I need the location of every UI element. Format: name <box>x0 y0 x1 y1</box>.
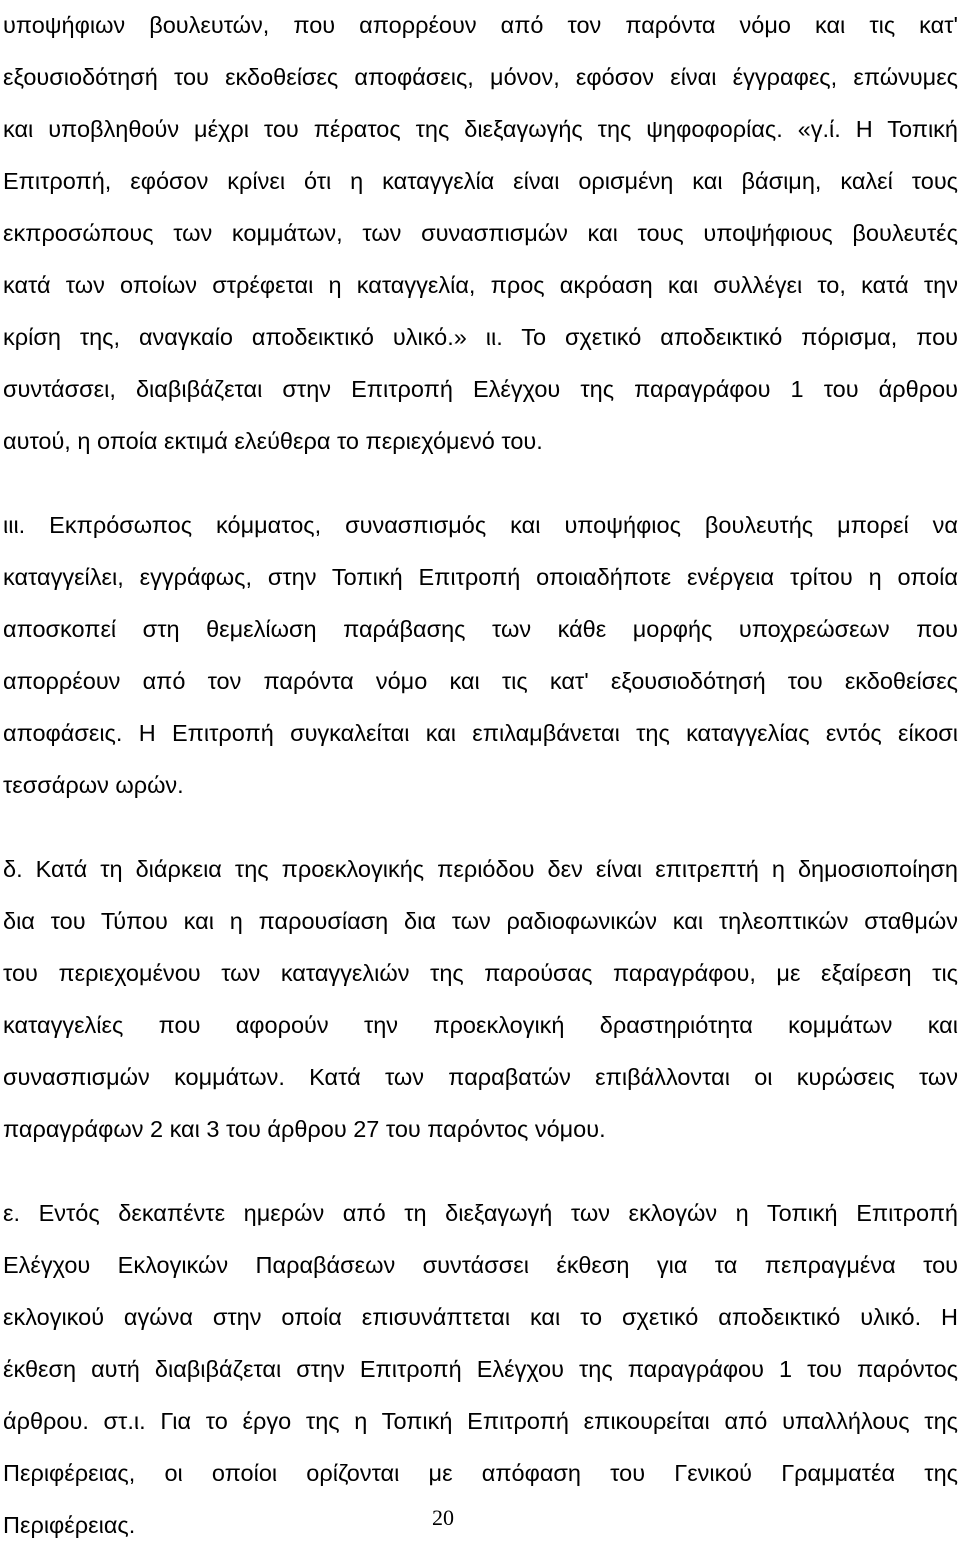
text-line: Ελέγχου Εκλογικών Παραβάσεων συντάσσει έκθεση για τα πεπραγμένα του <box>3 1252 958 1278</box>
text-line: ε. Εντός δεκαπέντε ημερών από τη διεξαγωγή των εκλογών η Τοπική Επιτροπή <box>3 1200 958 1226</box>
text-line: Περιφέρειας. <box>3 1512 136 1538</box>
text-line: εκπροσώπους των κομμάτων, των συνασπισμών και τους υποψήφιους βουλευτές <box>3 220 958 246</box>
text-line: δ. Κατά τη διάρκεια της προεκλογικής περιόδου δεν είναι επιτρεπτή η δημοσιοποίηση <box>3 856 958 882</box>
text-line: κατά των οποίων στρέφεται η καταγγελία, προς ακρόαση και συλλέγει το, κατά την <box>3 272 958 298</box>
text-line: τεσσάρων ωρών. <box>3 772 184 798</box>
text-line: Περιφέρειας, οι οποίοι ορίζονται με απόφαση του Γενικού Γραμματέα της <box>3 1460 958 1486</box>
text-line: συντάσσει, διαβιβάζεται στην Επιτροπή Ελέγχου της παραγράφου 1 του άρθρου <box>3 376 958 402</box>
text-line: ιιι. Εκπρόσωπος κόμματος, συνασπισμός και υποψήφιος βουλευτής μπορεί να <box>3 512 958 538</box>
text-line: αποσκοπεί στη θεμελίωση παράβασης των κάθε μορφής υποχρεώσεων που <box>3 616 958 642</box>
text-line: του περιεχομένου των καταγγελιών της παρούσας παραγράφου, με εξαίρεση τις <box>3 960 958 986</box>
text-line: αποφάσεις. Η Επιτροπή συγκαλείται και επιλαμβάνεται της καταγγελίας εντός είκοσι <box>3 720 958 746</box>
text-line: εκλογικού αγώνα στην οποία επισυνάπτεται και το σχετικό αποδεικτικό υλικό. Η <box>3 1304 958 1330</box>
text-line: Επιτροπή, εφόσον κρίνει ότι η καταγγελία είναι ορισμένη και βάσιμη, καλεί τους <box>3 168 958 194</box>
text-line: παραγράφων 2 και 3 του άρθρου 27 του παρόντος νόμου. <box>3 1116 606 1142</box>
text-line: άρθρου. στ.ι. Για το έργο της η Τοπική Επιτροπή επικουρείται από υπαλλήλους της <box>3 1408 958 1434</box>
text-line: αυτού, η οποία εκτιμά ελεύθερα το περιεχόμενό του. <box>3 428 543 454</box>
text-line: έκθεση αυτή διαβιβάζεται στην Επιτροπή Ελέγχου της παραγράφου 1 του παρόντος <box>3 1356 958 1382</box>
text-line: υποψήφιων βουλευτών, που απορρέουν από τον παρόντα νόμο και τις κατ' <box>3 12 958 38</box>
text-line: και υποβληθούν μέχρι του πέρατος της διεξαγωγής της ψηφοφορίας. «γ.ί. Η Τοπική <box>3 116 958 142</box>
text-line: καταγγελίες που αφορούν την προεκλογική δραστηριότητα κομμάτων και <box>3 1012 958 1038</box>
text-line: εξουσιοδότησή του εκδοθείσες αποφάσεις, μόνον, εφόσον είναι έγγραφες, επώνυμες <box>3 64 958 90</box>
text-line: καταγγείλει, εγγράφως, στην Τοπική Επιτροπή οποιαδήποτε ενέργεια τρίτου η οποία <box>3 564 958 590</box>
text-line: συνασπισμών κομμάτων. Κατά των παραβατών επιβάλλονται οι κυρώσεις των <box>3 1064 958 1090</box>
text-line: κρίση της, αναγκαίο αποδεικτικό υλικό.» ιι. Το σχετικό αποδεικτικό πόρισμα, που <box>3 324 958 350</box>
page-number: 20 <box>432 1505 454 1530</box>
text-line: απορρέουν από τον παρόντα νόμο και τις κατ' εξουσιοδότησή του εκδοθείσες <box>3 668 958 694</box>
text-line: δια του Τύπου και η παρουσίαση δια των ραδιοφωνικών και τηλεοπτικών σταθμών <box>3 908 958 934</box>
